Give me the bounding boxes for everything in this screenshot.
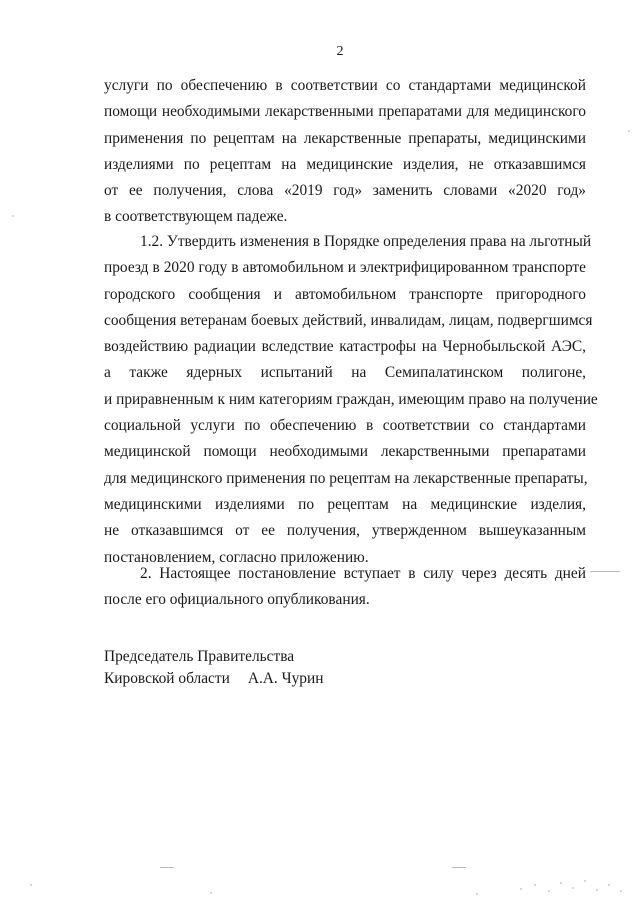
paragraph-1-2	[104, 229, 598, 571]
text-line: а также ядерных испытаний на Семипалатинском полигоне,	[104, 364, 586, 382]
text-line: от ее получения, слова «2019 год» заменить словами «2020 год»	[104, 182, 586, 200]
scan-speck	[628, 130, 630, 132]
scan-speck	[608, 884, 610, 886]
text-line: для медицинского применения по рецептам на лекарственные препараты,	[104, 469, 588, 487]
text-line: воздействию радиации вследствие катастрофы на Чернобыльской АЭС,	[104, 338, 586, 356]
scan-speck	[620, 890, 622, 892]
text-line: услуги по обеспечению в соответствии со стандартами медицинской	[104, 77, 586, 94]
text-line: в соответствующем падеже.	[104, 208, 288, 226]
text-line: не отказавшимся от ее получения, утвержденном вышеуказанным	[104, 522, 586, 540]
scan-speck	[12, 215, 14, 217]
paragraph-2	[104, 561, 586, 614]
scan-speck	[534, 884, 536, 886]
text-line: медицинской помощи необходимыми лекарственными препаратами	[104, 443, 586, 461]
scan-speck	[476, 893, 478, 895]
signatory-region: Кировской области	[104, 670, 230, 687]
scan-speck	[520, 888, 522, 890]
scan-speck	[584, 880, 586, 882]
scan-speck	[210, 892, 212, 894]
scan-mark	[590, 571, 620, 572]
scan-speck	[560, 882, 562, 884]
text-line: постановлением, согласно приложению.	[104, 548, 369, 566]
text-line: и приравненным к ним категориям граждан, имеющим право на получение	[104, 390, 598, 408]
text-line: помощи необходимыми лекарственными препаратами для медицинского	[104, 103, 586, 121]
text-line: применения по рецептам на лекарственные препараты, медицинскими	[104, 129, 586, 147]
text-line: сообщения ветеранам боевых действий, инвалидам, лицам, подвергшимся	[104, 311, 593, 329]
scan-speck	[548, 890, 550, 892]
scan-speck	[572, 887, 574, 889]
signatory-name: А.А. Чурин	[247, 670, 324, 687]
text-line: проезд в 2020 году в автомобильном и электрифицированном транспорте	[104, 259, 586, 277]
text-line: 1.2. Утвердить изменения в Порядке определения права на льготный	[140, 233, 592, 250]
page-number: 2	[336, 44, 344, 59]
text-line: 2. Настоящее постановление вступает в силу через десять дней	[140, 565, 586, 582]
text-line: изделиями по рецептам на медицинские изделия, не отказавшимся	[104, 155, 586, 173]
text-line: городского сообщения и автомобильном транспорте пригородного	[104, 285, 586, 303]
scan-mark	[160, 867, 174, 868]
signatory-line	[104, 668, 323, 690]
scan-mark	[452, 867, 466, 868]
text-line: после его официального опубликования.	[104, 591, 370, 609]
paragraph-continuation	[104, 73, 586, 231]
text-line: медицинскими изделиями по рецептам на медицинские изделия,	[104, 495, 586, 513]
scan-speck	[30, 884, 32, 886]
signatory-title: Председатель Правительства	[104, 648, 295, 665]
signature-block	[104, 646, 323, 690]
scan-speck	[596, 889, 598, 891]
text-line: социальной услуги по обеспечению в соответствии со стандартами	[104, 417, 586, 435]
